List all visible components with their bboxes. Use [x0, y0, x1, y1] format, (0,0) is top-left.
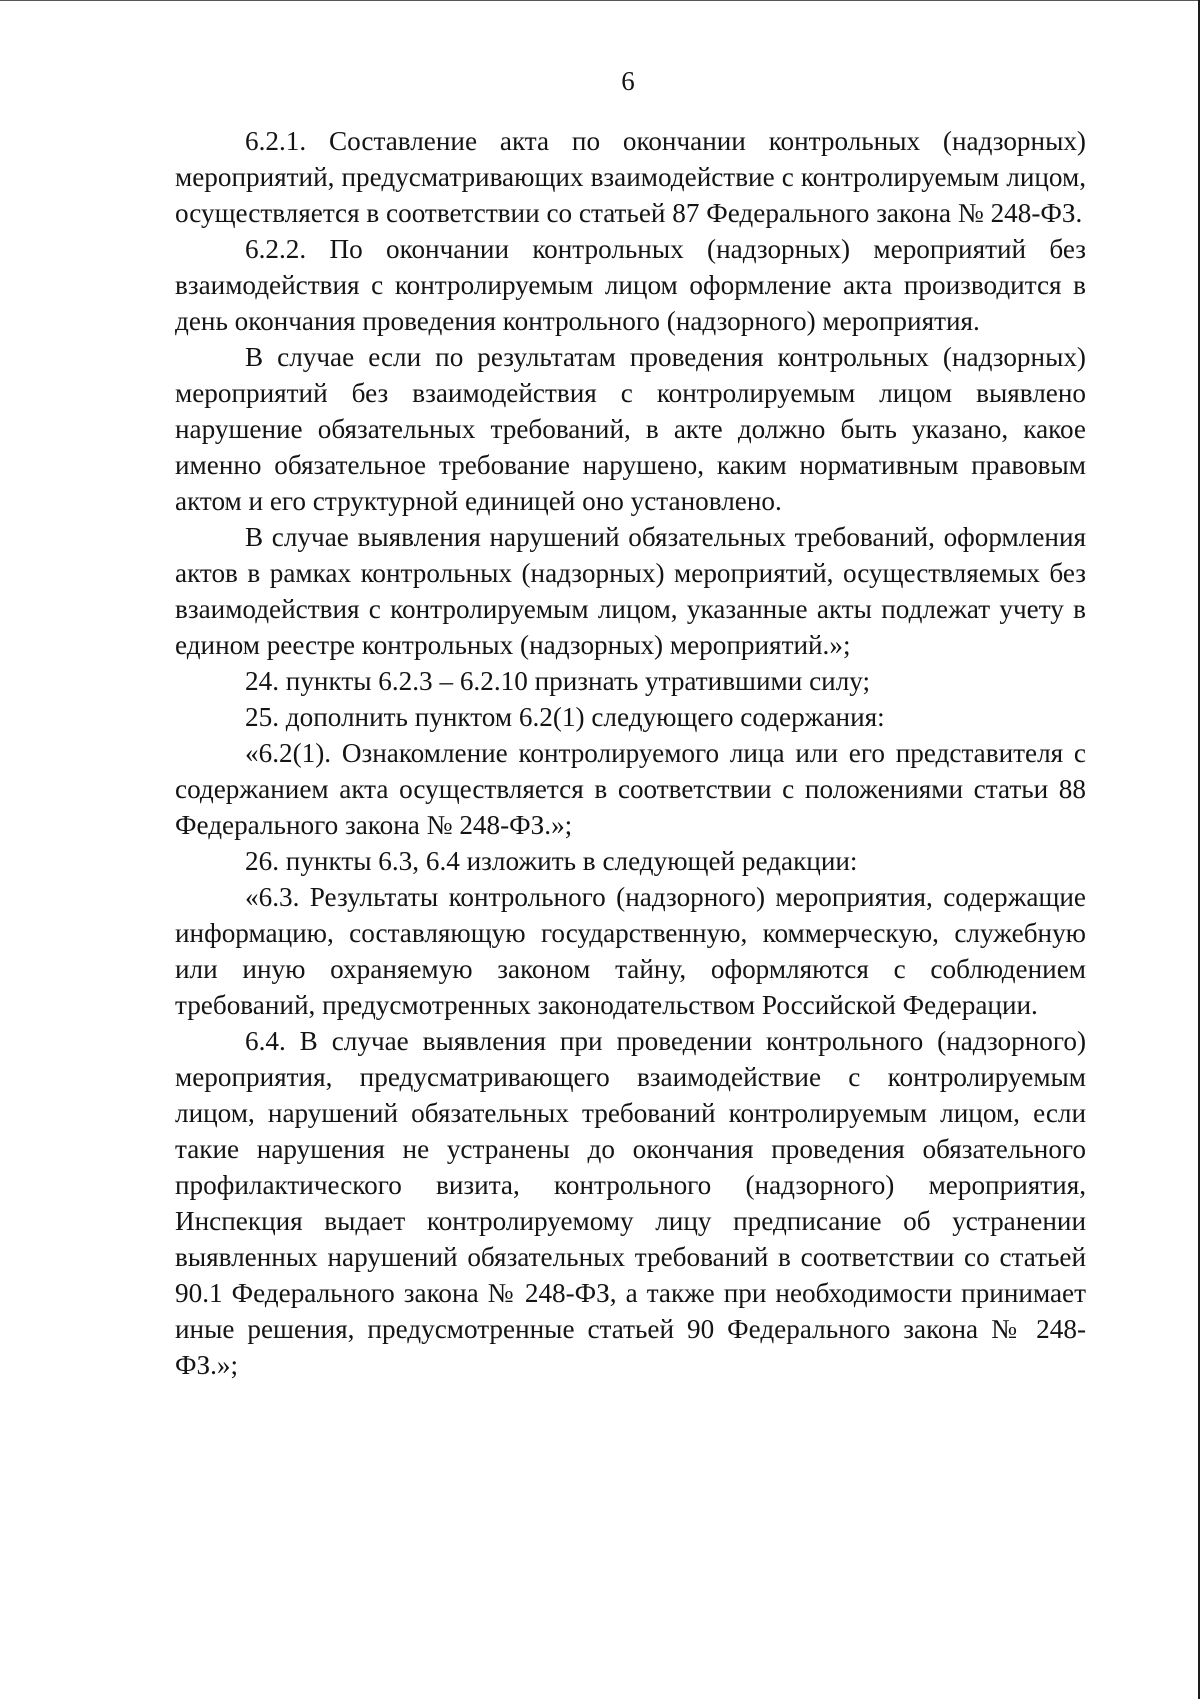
paragraph-item-24: 24. пункты 6.2.3 – 6.2.10 признать утратившими силу; [245, 666, 871, 696]
paragraph-6-2-2: 6.2.2. По окончании контрольных (надзорных) мероприятий без взаимодействия с контролируемым лицом оформление акта производится в день окончания проведения контрольного (надзорного) мероприятия. [175, 234, 1086, 336]
paragraph-6-2-1-familiarization: «6.2(1). Ознакомление контролируемого лица или его представителя с содержанием акта осуществляется в соответствии с положениями статьи 88 Федерального закона № 248-ФЗ.»; [175, 738, 1086, 840]
paragraph-6-2-1: 6.2.1. Составление акта по окончании контрольных (надзорных) мероприятий, предусматривающих взаимодействие с контролируемым лицом, осуществляется в соответствии со статьей 87 Федерального закона № 248-ФЗ. [175, 126, 1086, 228]
paragraph-6-3: «6.3. Результаты контрольного (надзорного) мероприятия, содержащие информацию, составляющую государственную, коммерческую, служебную или иную охраняемую законом тайну, оформляются с соблюдением требований, предусмотренных законодательством Российской Федерации. [175, 882, 1086, 1020]
paragraph-act-registry: В случае выявления нарушений обязательных требований, оформления актов в рамках контрольных (надзорных) мероприятий, осуществляемых без взаимодействия с контролируемым лицом, указанные акты подлежат учету в едином реестре контрольных (надзорных) мероприятий.»; [175, 522, 1086, 660]
paragraph-6-4: 6.4. В случае выявления при проведении контрольного (надзорного) мероприятия, предусматривающего взаимодействие с контролируемым лицом, нарушений обязательных требований контролируемым лицом, если такие нарушения не устранены до окончания проведения обязательного профилактического визита, контрольного (надзорного) мероприятия, Инспекция выдает контролируемому лицу предписание об устранении выявленных нарушений обязательных требований в соответствии со статьей 90.1 Федерального закона № 248-ФЗ, а также при необходимости принимает иные решения, предусмотренные статьей 90 Федерального закона № 248-ФЗ.»; [175, 1026, 1086, 1380]
page-number: 6 [621, 66, 635, 96]
paragraph-item-26: 26. пункты 6.3, 6.4 изложить в следующей редакции: [245, 846, 858, 876]
paragraph-violation-act-content: В случае если по результатам проведения контрольных (надзорных) мероприятий без взаимодействия с контролируемым лицом выявлено нарушение обязательных требований, в акте должно быть указано, какое именно обязательное требование нарушено, каким нормативным правовым актом и его структурной единицей оно установлено. [175, 342, 1086, 516]
paragraph-item-25: 25. дополнить пунктом 6.2(1) следующего содержания: [245, 702, 885, 732]
scan-border-top [0, 0, 1200, 1]
document-body [175, 123, 1086, 1383]
